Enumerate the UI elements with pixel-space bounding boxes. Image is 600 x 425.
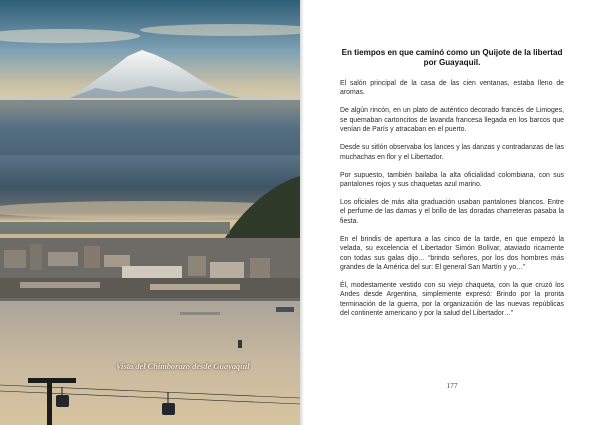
right-page (304, 0, 600, 425)
paragraph: El salón principal de la casa de las cien ventanas, estaba lleno de aromas. (340, 80, 564, 97)
chapter-title: En tiempos en que caminó como un Quijote de la libertad por Guayaquil. (341, 48, 563, 67)
paragraph: Por supuesto, también bailaba la alta oficialidad colombiana, con sus pantalones rojos y sus chaquetas azul marino. (340, 171, 564, 189)
paragraph: En el brindis de apertura a las cinco de la tarde, en que empezó la velada, su excelencia el Libertador Simón Bolívar, ataviado ricamente con todas sus galas dijo… “brindo señores, por los dos hombres más grandes de la América del sur: El general San Martín y yo…” (340, 235, 564, 272)
paragraph: Desde su sitlón observaba los lances y las danzas y contradanzas de las muchachas en flor y el Libertador. (340, 144, 564, 161)
page-number: 177 (446, 381, 458, 390)
paragraph: Los oficiales de más alta graduación usaban pantalones blancos. Entre el perfume de las damas y el brillo de las doradas charreteras pasaba la fiesta. (340, 199, 564, 225)
paragraph: De algún rincón, en un plato de auténtico decorado francés de Limoges, se quemaban cartoncitos de lavanda francesa llegada en los barcos que venían de París y atracaban en el puerto. (340, 107, 564, 134)
chapter-body (340, 79, 564, 327)
city-skyline (0, 238, 300, 298)
paragraph: Él, modestamente vestido con su viejo chaqueta, con la que cruzó los Andes desde Argentina, simplemente expresó: Brindo por la pronta terminación de la guerra, por la organización de las nuevas repúblicas del continente americano y por la salud del Libertador…” (340, 282, 564, 318)
photo-caption: Vista del Chimborazo desde Guayaquil (116, 362, 250, 371)
